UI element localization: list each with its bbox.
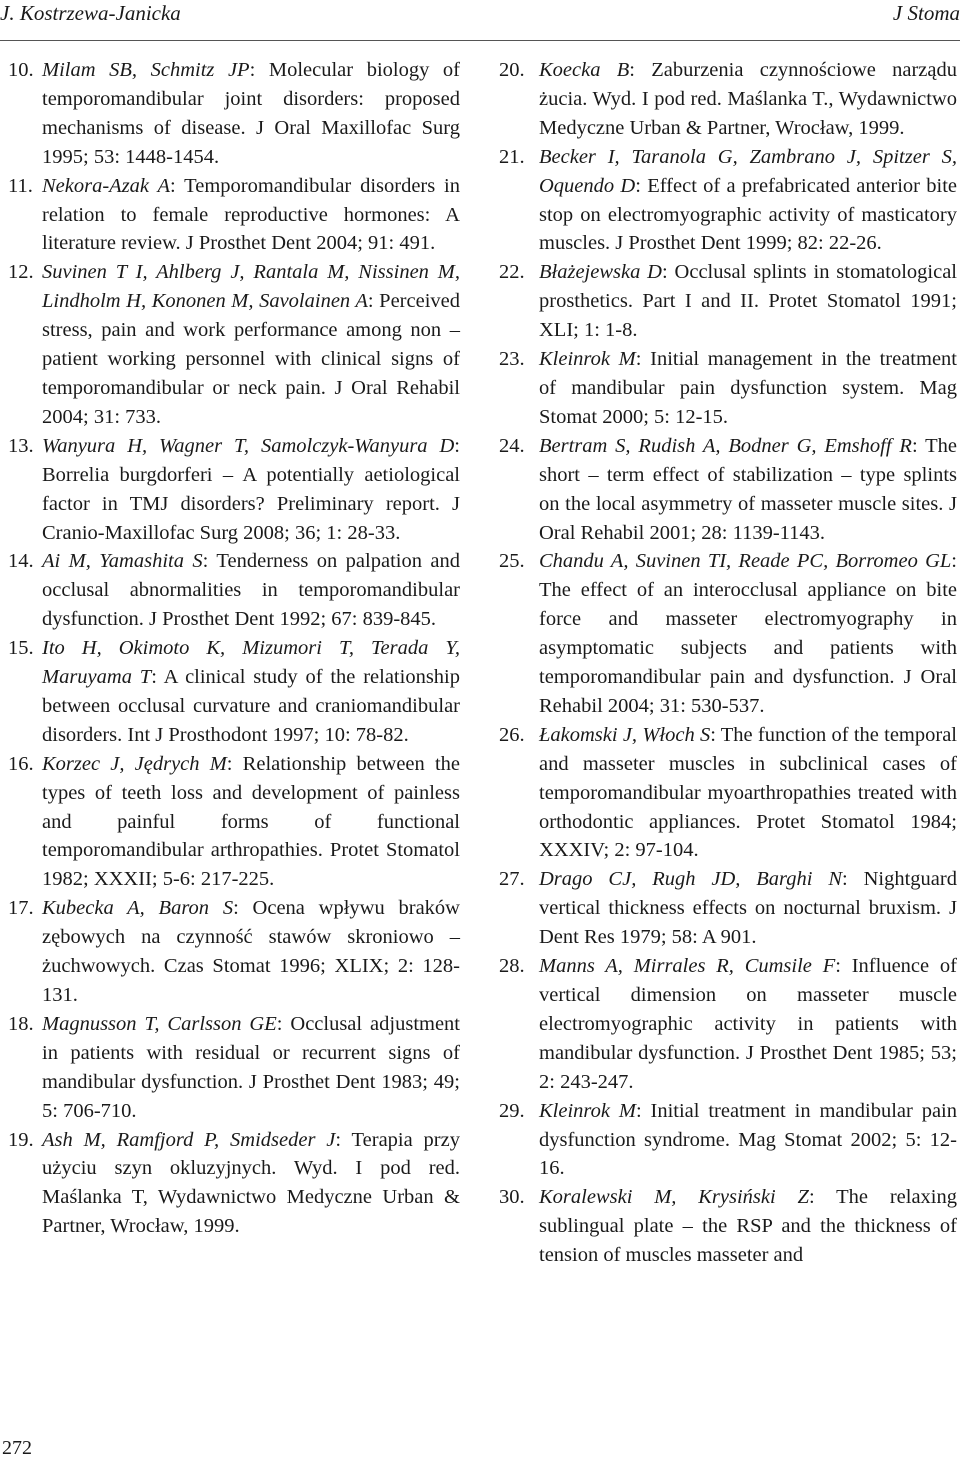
- page-number: 272: [2, 1437, 32, 1459]
- reference-authors: Łakomski J, Włoch S: [539, 723, 711, 746]
- reference-number: 19.: [8, 1128, 34, 1151]
- reference-number: 27.: [499, 868, 525, 891]
- reference-text: : Zaburzenia czynnościowe narządu żucia. Wyd. I pod red. Maślanka T., Wydawnictwo Medyczne Urban & Partner, Wrocław, 1999.: [539, 59, 957, 139]
- reference-number: 24.: [499, 434, 525, 457]
- reference-authors: Koralewski M, Krysiński Z: [539, 1186, 809, 1209]
- reference-item: [8, 894, 460, 1010]
- reference-authors: Drago CJ, Rugh JD, Barghi N: [539, 868, 843, 891]
- reference-item: [8, 547, 460, 634]
- reference-item: [499, 547, 957, 720]
- reference-number: 22.: [499, 261, 525, 284]
- reference-text: : Tenderness on palpation and occlusal abnormalities in temporomandibular dysfunction. J Prosthet Dent 1992; 67: 839-845.: [42, 550, 460, 631]
- reference-number: 21.: [499, 145, 525, 168]
- reference-text: : Nightguard vertical thickness effects on nocturnal bruxism. J Dent Res 1979; 58: A 901.: [539, 868, 957, 949]
- reference-number: 11.: [8, 174, 33, 197]
- reference-authors: Kubecka A, Baron S: [42, 897, 234, 920]
- reference-authors: Błażejewska D: [539, 261, 662, 284]
- reference-text: : Ocena wpływu braków zębowych na czynność stawów skroniowo – żuchwowych. Czas Stomat 1996; XLIX; 2: 128-131.: [42, 897, 460, 1006]
- reference-item: [8, 172, 460, 259]
- reference-number: 18.: [8, 1012, 34, 1035]
- reference-number: 30.: [499, 1186, 525, 1209]
- reference-number: 13.: [8, 434, 34, 457]
- reference-number: 17.: [8, 897, 34, 920]
- reference-item: [499, 432, 957, 548]
- reference-text: : Borrelia burgdorferi – A potentially aetiological factor in TMJ disorders? Preliminary report. J Cranio-Maxillofac Surg 2008; 36; 1: 28-33.: [42, 434, 460, 544]
- reference-item: [8, 258, 460, 431]
- reference-authors: Ash M, Ramfjord P, Smidseder J: [42, 1128, 336, 1151]
- reference-item: [499, 1183, 957, 1270]
- reference-authors: Milam SB, Schmitz JP: [42, 59, 250, 81]
- reference-text: : The short – term effect of stabilization – type splints on the local asymmetry of masseter muscle sites. J Oral Rehabil 2001; 28: 1139-1143.: [539, 434, 957, 544]
- reference-text: : The effect of an interocclusal appliance on bite force and masseter electromyography in asymptomatic subjects and patients with temporomandibular pain and dysfunction. J Oral Rehabil 2004; 31: 530-537.: [539, 550, 957, 717]
- reference-authors: Korzec J, Jędrych M: [42, 752, 227, 775]
- reference-item: [499, 952, 957, 1097]
- reference-authors: Ito H, Okimoto K, Mizumori T, Terada Y, Maruyama T: [42, 637, 460, 689]
- references-column-left: [8, 56, 460, 1241]
- reference-number: 12.: [8, 261, 34, 284]
- reference-text: : Initial treatment in mandibular pain dysfunction syndrome. Mag Stomat 2002; 5: 12-16.: [539, 1099, 957, 1180]
- reference-number: 29.: [499, 1099, 525, 1122]
- reference-number: 25.: [499, 550, 525, 573]
- reference-authors: Ai M, Yamashita S: [42, 550, 203, 573]
- reference-item: [8, 1126, 460, 1242]
- reference-item: [499, 143, 957, 259]
- reference-authors: Magnusson T, Carlsson GE: [42, 1012, 277, 1035]
- reference-authors: Becker I, Taranola G, Zambrano J, Spitzer S, Oquendo D: [539, 145, 957, 197]
- running-head-journal: J Stoma: [892, 1, 960, 25]
- reference-number: 23.: [499, 348, 525, 371]
- reference-number: 20.: [499, 59, 525, 81]
- reference-text: : Terapia przy użyciu szyn okluzyjnych. Wyd. I pod red. Maślanka T, Wydawnictwo Medyczne Urban & Partner, Wrocław, 1999.: [42, 1128, 460, 1238]
- reference-text: : Relationship between the types of teeth loss and development of painless and painful forms of functional temporomandibular arthropathies. Protet Stomatol 1982; XXXII; 5-6: 217-225.: [42, 752, 460, 891]
- reference-authors: Koecka B: [539, 59, 630, 81]
- reference-text: : Molecular biology of temporomandibular joint disorders: proposed mechanisms of disease. J Oral Maxillofac Surg 1995; 53: 1448-1454.: [42, 59, 460, 168]
- reference-authors: Chandu A, Suvinen TI, Reade PC, Borromeo GL: [539, 550, 952, 573]
- reference-number: 15.: [8, 637, 34, 660]
- reference-authors: Wanyura H, Wagner T, Samolczyk-Wanyura D: [42, 434, 455, 457]
- reference-text: : Effect of a prefabricated anterior bite stop on electromyographic activity of masticatory muscles. J Prosthet Dent 1999; 82: 22-26.: [539, 174, 957, 255]
- reference-number: 16.: [8, 752, 34, 775]
- reference-item: [499, 865, 957, 952]
- reference-text: : Temporomandibular disorders in relation to female reproductive hormones: A literature review. J Prosthet Dent 2004; 91: 491.: [42, 174, 460, 255]
- reference-item: [499, 721, 957, 866]
- reference-text: : Occlusal splints in stomatological prosthetics. Part I and II. Protet Stomatol 1991; XLI; 1: 1-8.: [539, 261, 957, 342]
- reference-text: : The function of the temporal and masseter muscles in subclinical cases of temporomandibular myoarthropathies treated with orthodontic appliances. Protet Stomatol 1984; XXXIV; 2: 97-104.: [539, 723, 957, 862]
- reference-text: : Occlusal adjustment in patients with residual or recurrent signs of mandibular dysfunction. J Prosthet Dent 1983; 49; 5: 706-710.: [42, 1012, 461, 1122]
- reference-item: [8, 750, 460, 895]
- reference-text: : The relaxing sublingual plate – the RSP and the thickness of tension of muscles masseter and: [539, 1186, 957, 1267]
- reference-authors: Bertram S, Rudish A, Bodner G, Emshoff R: [539, 434, 912, 457]
- reference-item: [8, 56, 460, 172]
- reference-text: : A clinical study of the relationship between occlusal curvature and craniomandibular disorders. Int J Prosthodont 1997; 10: 78-82.: [42, 666, 460, 746]
- reference-item: [8, 1010, 460, 1126]
- reference-text: : Initial management in the treatment of mandibular pain dysfunction system. Mag Stomat 2000; 5: 12-15.: [539, 348, 957, 428]
- reference-item: [499, 56, 957, 143]
- reference-number: 28.: [499, 955, 525, 978]
- running-head-author: J. Kostrzewa-Janicka: [0, 1, 181, 25]
- reference-number: 26.: [499, 723, 525, 746]
- reference-item: [8, 634, 460, 750]
- reference-text: : Perceived stress, pain and work performance among non – patient working personnel with clinical signs of temporomandibular or neck pain. J Oral Rehabil 2004; 31: 733.: [42, 290, 461, 428]
- reference-authors: Suvinen T I, Ahlberg J, Rantala M, Nissinen M, Lindholm H, Kononen M, Savolainen A: [42, 261, 460, 313]
- references-column-right: [499, 56, 957, 1270]
- reference-authors: Manns A, Mirrales R, Cumsile F: [539, 955, 836, 978]
- reference-text: : Influence of vertical dimension on masseter muscle electromyographic activity in patients with mandibular dysfunction. J Prosthet Dent 1985; 53; 2: 243-247.: [539, 955, 957, 1093]
- running-head: [0, 0, 960, 41]
- reference-item: [499, 345, 957, 432]
- reference-number: 10.: [8, 59, 34, 81]
- reference-number: 14.: [8, 550, 34, 573]
- reference-item: [499, 258, 957, 345]
- reference-authors: Kleinrok M: [539, 1099, 636, 1122]
- reference-item: [499, 1097, 957, 1184]
- reference-authors: Nekora-Azak A: [42, 174, 171, 197]
- reference-item: [8, 432, 460, 548]
- reference-authors: Kleinrok M: [539, 348, 636, 371]
